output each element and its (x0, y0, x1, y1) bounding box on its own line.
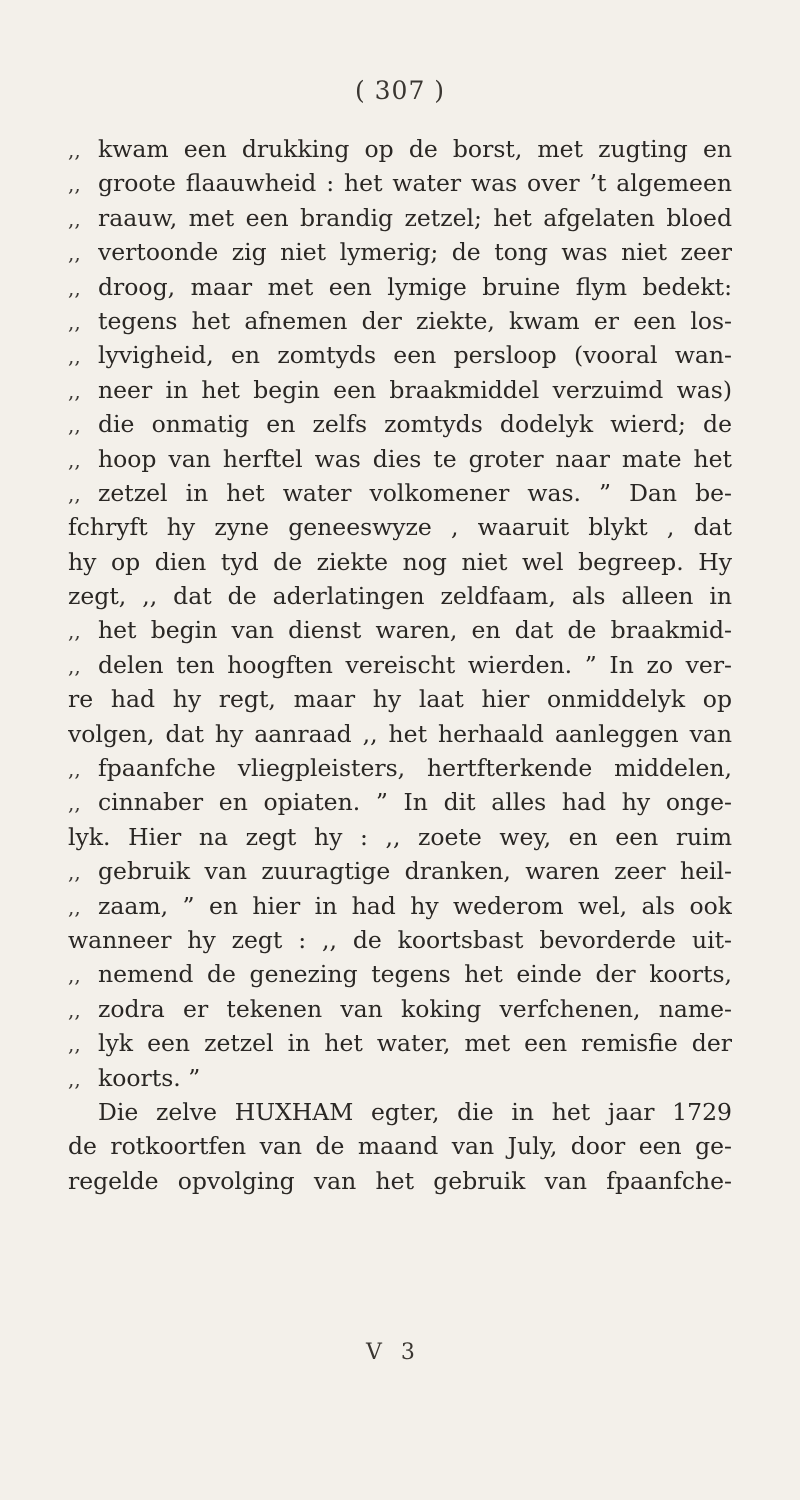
page-number: ( 307 ) (354, 76, 446, 105)
quote-marker: ,, (68, 1032, 81, 1057)
line-text: tegens het afnemen der ziekte, kwam er een los- (98, 306, 732, 335)
text-line (68, 992, 732, 1026)
text-line (68, 476, 732, 510)
line-text: gebruik van zuuragtige dranken, waren zeer heil- (98, 857, 732, 886)
text-line (68, 442, 732, 476)
line-text: neer in het begin een braakmiddel verzuimd was) (98, 375, 732, 404)
line-text: zetzel in het water volkomener was. ” Dan be- (98, 478, 732, 507)
line-text: raauw, met een brandig zetzel; het afgelaten bloed (98, 203, 732, 232)
quote-marker: ,, (68, 860, 81, 885)
quote-marker: ,, (68, 344, 81, 369)
text-line (68, 1026, 732, 1060)
text-line (68, 1164, 732, 1198)
line-text: de rotkoortfen van de maand van July, door een ge- (68, 1132, 732, 1161)
text-line (68, 820, 732, 854)
text-line (68, 545, 732, 579)
quote-marker: ,, (68, 963, 81, 988)
text-line (68, 510, 732, 544)
quote-marker: ,, (68, 378, 81, 403)
line-text: fchryft hy zyne geneeswyze , waaruit blykt , dat (68, 513, 732, 542)
line-text: hoop van herftel was dies te groter naar mate het (98, 444, 732, 473)
quote-marker: ,, (68, 447, 81, 472)
quote-marker: ,, (68, 481, 81, 506)
text-line (68, 201, 732, 235)
body-text (68, 132, 732, 1198)
text-line (68, 785, 732, 819)
text-line (68, 1129, 732, 1163)
line-text: lyk. Hier na zegt hy : ,, zoete wey, en een ruim (68, 822, 732, 851)
text-line (68, 717, 732, 751)
line-text: delen ten hoogften vereischt wierden. ” In zo ver- (98, 650, 732, 679)
quote-marker: ,, (68, 413, 81, 438)
quote-marker: ,, (68, 894, 81, 919)
quote-marker: ,, (68, 206, 81, 231)
line-text: droog, maar met een lymige bruine flym bedekt: (98, 272, 732, 301)
line-text: hy op dien tyd de ziekte nog niet wel begreep. Hy (68, 547, 732, 576)
line-text: lyvigheid, en zomtyds een persloop (vooral wan- (98, 341, 732, 370)
quote-marker: ,, (68, 275, 81, 300)
quote-marker: ,, (68, 241, 81, 266)
line-text: zaam, ” en hier in had hy wederom wel, als ook (98, 891, 732, 920)
line-text: groote flaauwheid : het water was over ’t algemeen (98, 169, 732, 198)
line-text: zegt, ,, dat de aderlatingen zeldfaam, als alleen in (68, 582, 732, 611)
text-line (68, 373, 732, 407)
line-text: die onmatig en zelfs zomtyds dodelyk wierd; de (98, 410, 732, 439)
text-line (68, 132, 732, 166)
text-line (68, 854, 732, 888)
quote-marker: ,, (68, 172, 81, 197)
text-line (68, 304, 732, 338)
line-text: zodra er tekenen van koking verfchenen, name- (98, 994, 732, 1023)
text-line (68, 957, 732, 991)
quote-marker: ,, (68, 619, 81, 644)
quote-marker: ,, (68, 653, 81, 678)
line-text: cinnaber en opiaten. ” In dit alles had hy onge- (98, 788, 732, 817)
quote-marker: ,, (68, 757, 81, 782)
line-text: Die zelve HUXHAM egter, die in het jaar 1729 (98, 1097, 732, 1126)
quote-marker: ,, (68, 791, 81, 816)
line-text: regelde opvolging van het gebruik van fpaanfche- (68, 1166, 732, 1195)
line-text: re had hy regt, maar hy laat hier onmiddelyk op (68, 685, 732, 714)
text-line (68, 889, 732, 923)
text-line (68, 235, 732, 269)
text-line (68, 751, 732, 785)
text-line (68, 270, 732, 304)
text-line (68, 579, 732, 613)
text-line (68, 648, 732, 682)
line-text: koorts. ” (98, 1063, 201, 1092)
line-text: kwam een drukking op de borst, met zugting en (98, 135, 732, 163)
line-text: het begin van dienst waren, en dat de braakmid- (98, 616, 732, 645)
line-text: vertoonde zig niet lymerig; de tong was niet zeer (98, 238, 732, 267)
line-text: wanneer hy zegt : ,, de koortsbast bevorderde uit- (68, 925, 732, 954)
signature-text: V 3 (366, 1340, 421, 1365)
text-line (68, 338, 732, 372)
quote-marker: ,, (68, 309, 81, 334)
text-line (68, 613, 732, 647)
line-text: fpaanfche vliegpleisters, hertfterkende middelen, (98, 754, 732, 783)
line-text: volgen, dat hy aanraad ,, het herhaald aanleggen van (68, 719, 732, 748)
text-line (68, 1061, 732, 1095)
quote-marker: ,, (68, 1066, 81, 1091)
quote-marker: ,, (68, 138, 81, 162)
text-line (68, 166, 732, 200)
text-line (68, 923, 732, 957)
line-text: lyk een zetzel in het water, met een remisfie der (98, 1029, 732, 1058)
line-text: nemend de genezing tegens het einde der koorts, (98, 960, 732, 989)
text-line (68, 1095, 732, 1129)
text-line (68, 407, 732, 441)
quote-marker: ,, (68, 997, 81, 1022)
text-line (68, 682, 732, 716)
